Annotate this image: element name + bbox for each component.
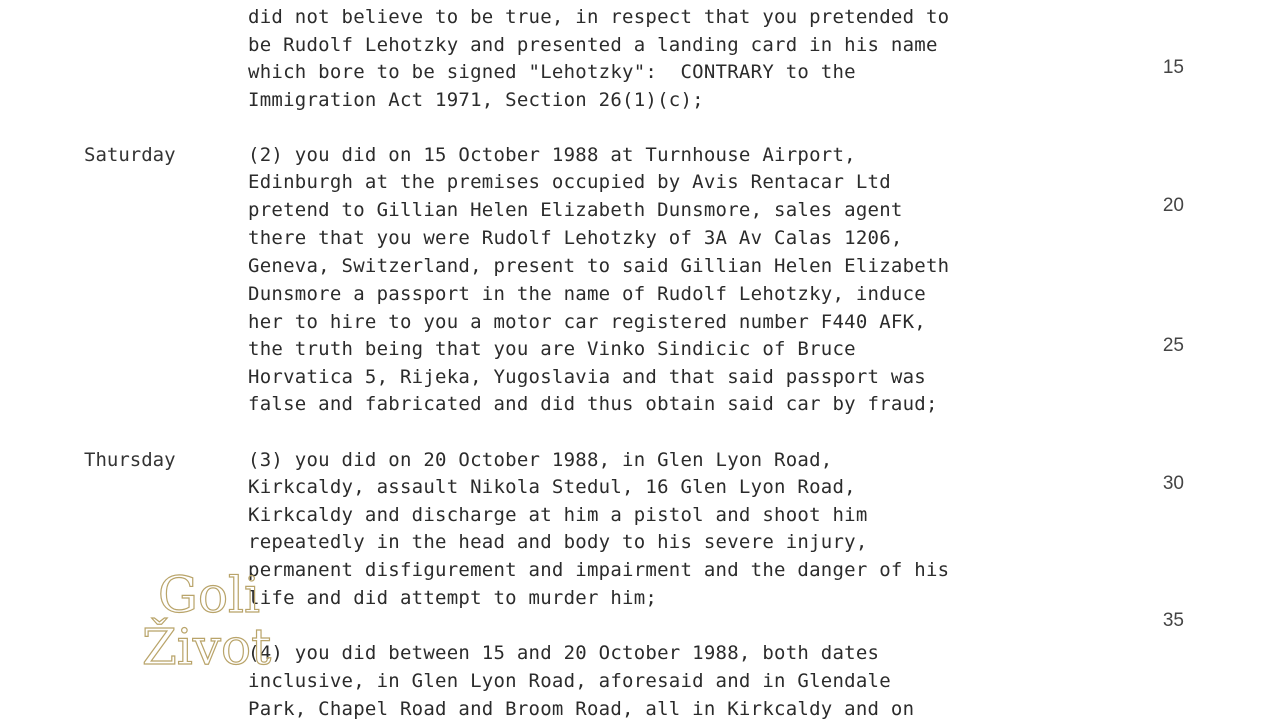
text-line: Edinburgh at the premises occupied by Avis Rentacar Ltd xyxy=(248,171,891,193)
text-line: permanent disfigurement and impairment and the danger of his xyxy=(248,559,950,581)
text-line: which bore to be signed "Lehotzky": CONTRARY to the xyxy=(248,61,856,83)
text-line: false and fabricated and did thus obtain said car by fraud; xyxy=(248,393,938,415)
text-line: life and did attempt to murder him; xyxy=(248,587,658,609)
margin-day-saturday: Saturday xyxy=(84,144,176,166)
line-number: 20 xyxy=(1162,195,1184,216)
text-line: pretend to Gillian Helen Elizabeth Dunsmore, sales agent xyxy=(248,199,903,221)
text-line: repeatedly in the head and body to his severe injury, xyxy=(248,531,868,553)
text-line: be Rudolf Lehotzky and presented a landing card in his name xyxy=(248,34,938,56)
line-number: 30 xyxy=(1162,473,1184,494)
line-number: 15 xyxy=(1162,57,1184,78)
margin-day-thursday: Thursday xyxy=(84,449,176,471)
text-line: Park, Chapel Road and Broom Road, all in Kirkcaldy and on xyxy=(248,698,915,720)
text-line: the truth being that you are Vinko Sindicic of Bruce xyxy=(248,338,856,360)
line-number: 35 xyxy=(1162,610,1184,631)
text-line: Immigration Act 1971, Section 26(1)(c); xyxy=(248,89,704,111)
text-line: Horvatica 5, Rijeka, Yugoslavia and that said passport was xyxy=(248,366,926,388)
watermark-line-2: Život xyxy=(142,618,272,676)
text-line: there that you were Rudolf Lehotzky of 3A Av Calas 1206, xyxy=(248,227,903,249)
text-line: (2) you did on 15 October 1988 at Turnhouse Airport, xyxy=(248,144,856,166)
text-line: did not believe to be true, in respect that you pretended to xyxy=(248,6,950,28)
text-line: Geneva, Switzerland, present to said Gillian Helen Elizabeth xyxy=(248,255,950,277)
text-line: her to hire to you a motor car registered number F440 AFK, xyxy=(248,311,926,333)
text-line: (4) you did between 15 and 20 October 1988, both dates xyxy=(248,642,880,664)
text-line: (3) you did on 20 October 1988, in Glen Lyon Road, xyxy=(248,449,833,471)
watermark-line-1: Goli xyxy=(158,566,261,624)
text-line: Kirkcaldy and discharge at him a pistol and shoot him xyxy=(248,504,868,526)
line-number: 25 xyxy=(1162,335,1184,356)
text-line: Dunsmore a passport in the name of Rudolf Lehotzky, induce xyxy=(248,283,926,305)
text-line: Kirkcaldy, assault Nikola Stedul, 16 Glen Lyon Road, xyxy=(248,476,856,498)
text-line: inclusive, in Glen Lyon Road, aforesaid and in Glendale xyxy=(248,670,891,692)
